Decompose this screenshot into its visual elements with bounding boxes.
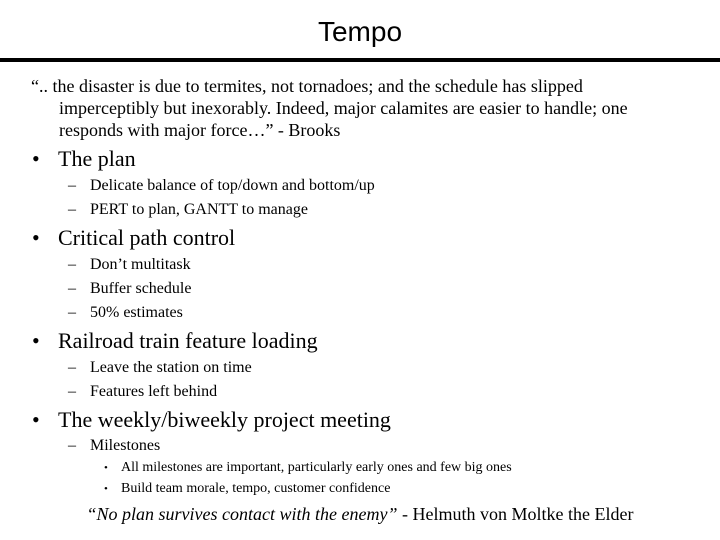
sub-bullet-label: Delicate balance of top/down and bottom/up: [90, 177, 375, 194]
sub-bullet-label: Buffer schedule: [90, 280, 192, 297]
dash-icon: –: [68, 359, 76, 376]
bullet-icon: •: [32, 328, 40, 353]
closing-quote: [0, 503, 720, 525]
bullet-label: The plan: [58, 146, 136, 171]
brooks-quote: [31, 75, 691, 141]
bullet-icon: •: [104, 462, 108, 474]
bullet-railroad-train: [32, 328, 318, 354]
dash-icon: –: [68, 201, 76, 218]
quote-line-3: responds with major force…” - Brooks: [59, 120, 341, 140]
bullet-critical-path: [32, 225, 235, 251]
sub-bullet-label: PERT to plan, GANTT to manage: [90, 201, 308, 218]
bullet-icon: •: [32, 225, 40, 250]
moltke-attribution: - Helmuth von Moltke the Elder: [397, 504, 634, 524]
slide-title: Tempo: [317, 16, 403, 47]
bullet-label: Critical path control: [58, 225, 236, 250]
sub-bullet-label: 50% estimates: [90, 304, 183, 321]
sub-bullet: [68, 382, 217, 402]
sub-bullet: [68, 200, 308, 220]
bullet-icon: •: [32, 407, 40, 432]
bullet-label: Railroad train feature loading: [58, 328, 318, 353]
sub-bullet-label: Features left behind: [90, 383, 218, 400]
dash-icon: –: [68, 304, 76, 321]
dash-icon: –: [68, 437, 76, 454]
sub-bullet: [68, 255, 191, 275]
sub-bullet: [68, 279, 191, 299]
quote-line-2: imperceptibly but inexorably. Indeed, major calamites are easier to handle; one: [59, 98, 628, 118]
dash-icon: –: [68, 177, 76, 194]
sub-sub-bullet-label: All milestones are important, particularly early ones and few big ones: [121, 460, 512, 475]
sub-bullet: [68, 176, 375, 196]
bullet-icon: •: [32, 146, 40, 171]
sub-bullet-label: Leave the station on time: [90, 359, 252, 376]
sub-bullet-label: Milestones: [90, 437, 161, 454]
moltke-quote: “No plan survives contact with the enemy”: [86, 504, 398, 524]
sub-bullet-label: Don’t multitask: [90, 256, 191, 273]
dash-icon: –: [68, 383, 76, 400]
sub-sub-bullet-label: Build team morale, tempo, customer confidence: [121, 481, 391, 496]
dash-icon: –: [68, 256, 76, 273]
bullet-the-plan: [32, 146, 136, 172]
sub-bullet: [68, 436, 160, 456]
bullet-label: The weekly/biweekly project meeting: [58, 407, 391, 432]
sub-sub-bullet: [104, 459, 512, 477]
bullet-weekly-meeting: [32, 407, 391, 433]
sub-sub-bullet: [104, 480, 390, 498]
title-divider: [0, 58, 720, 62]
dash-icon: –: [68, 280, 76, 297]
bullet-icon: •: [104, 483, 108, 495]
sub-bullet: [68, 358, 252, 378]
sub-bullet: [68, 303, 183, 323]
quote-line-1: “.. the disaster is due to termites, not tornadoes; and the schedule has slipped: [31, 76, 583, 96]
